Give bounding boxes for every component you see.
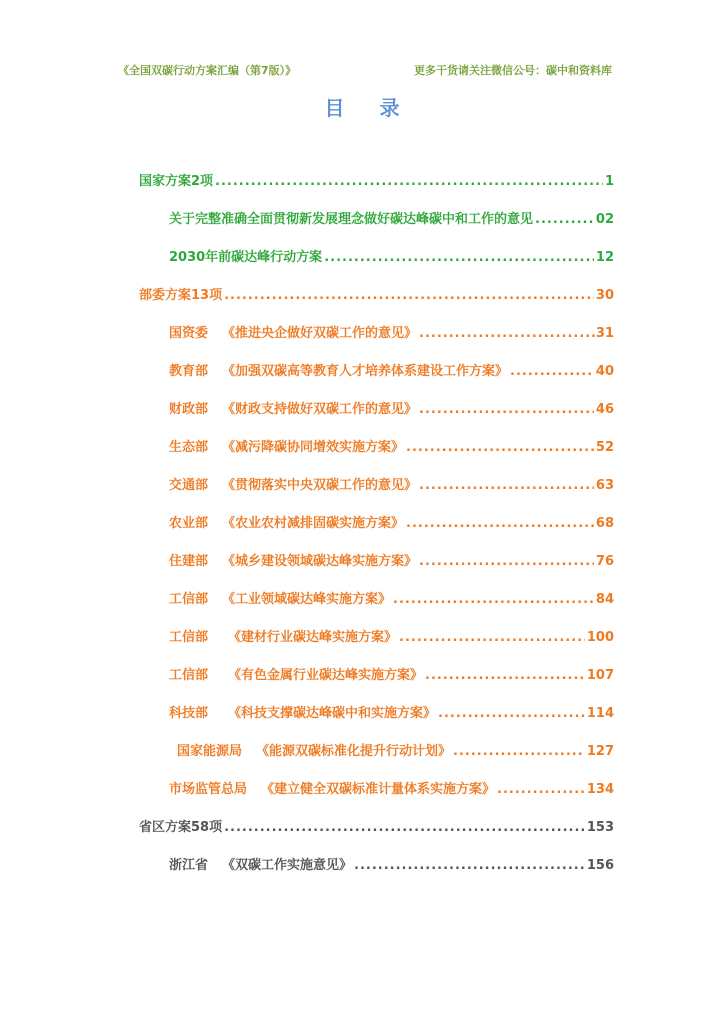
toc-leader: [453, 744, 585, 759]
toc-leader: [406, 516, 594, 531]
toc-page: 02: [595, 212, 614, 227]
toc-item[interactable]: [169, 474, 614, 493]
toc-doc: 《农业农村减排固碳实施方案》: [222, 516, 405, 531]
toc-page: 46: [595, 402, 614, 417]
toc-page: 107: [586, 668, 614, 683]
toc-leader: [419, 478, 594, 493]
toc-leader: [497, 782, 585, 797]
toc-page: 156: [586, 858, 614, 873]
toc-item[interactable]: [169, 588, 614, 607]
toc-leader: [324, 250, 594, 265]
toc-page: 127: [586, 744, 614, 759]
toc-leader: [510, 364, 594, 379]
toc-leader: [399, 630, 585, 645]
toc-item[interactable]: [177, 740, 614, 759]
toc-doc: 《工业领域碳达峰实施方案》: [222, 592, 392, 607]
toc-page: 68: [595, 516, 614, 531]
toc-dept: 市场监管总局: [169, 782, 248, 797]
toc-dept: 教育部: [169, 364, 209, 379]
toc-item[interactable]: [169, 702, 614, 721]
toc-label: 关于完整准确全面贯彻新发展理念做好碳达峰碳中和工作的意见: [169, 212, 534, 227]
toc-item[interactable]: [169, 778, 614, 797]
toc-dept: 国家能源局: [177, 744, 243, 759]
toc-page: 114: [586, 706, 614, 721]
toc-leader: [215, 174, 603, 189]
toc-dept: 工信部: [169, 630, 209, 645]
toc-doc: 《能源双碳标准化提升行动计划》: [256, 744, 452, 759]
toc-item[interactable]: [169, 322, 614, 341]
toc-page: 1: [604, 174, 614, 189]
toc-item[interactable]: [169, 550, 614, 569]
toc-leader: [406, 440, 594, 455]
toc-doc: 《加强双碳高等教育人才培养体系建设工作方案》: [222, 364, 509, 379]
toc-leader: [419, 326, 589, 341]
toc-item[interactable]: [169, 512, 614, 531]
toc-doc: 《科技支撑碳达峰碳中和实施方案》: [228, 706, 437, 721]
toc-page: 100: [586, 630, 614, 645]
toc-page: 12: [595, 250, 614, 265]
toc-leader: [224, 288, 594, 303]
toc-doc: 《财政支持做好双碳工作的意见》: [222, 402, 418, 417]
header-left: 《全国双碳行动方案汇编（第7版）》: [118, 64, 297, 77]
toc-leader: [419, 402, 594, 417]
toc-item[interactable]: [169, 360, 614, 379]
toc-doc: 《推进央企做好双碳工作的意见》: [222, 326, 418, 341]
toc-page: 84: [595, 592, 614, 607]
toc-page: 63: [595, 478, 614, 493]
toc-leader: [393, 592, 594, 607]
toc-item[interactable]: [169, 664, 614, 683]
toc-dept: 生态部: [169, 440, 209, 455]
toc-doc: 《建立健全双碳标准计量体系实施方案》: [261, 782, 496, 797]
toc-page: 52: [595, 440, 614, 455]
toc-item[interactable]: [169, 398, 614, 417]
toc-page: 134: [586, 782, 614, 797]
toc-doc: 《有色金属行业碳达峰实施方案》: [228, 668, 424, 683]
toc-section-ministry[interactable]: [139, 284, 614, 303]
header-right: 更多干货请关注微信公号：碳中和资料库: [414, 64, 612, 77]
toc-dept: 农业部: [169, 516, 209, 531]
toc-leader: [535, 212, 594, 227]
toc-leader: [438, 706, 585, 721]
toc-item[interactable]: [169, 854, 614, 873]
toc-page: 30: [595, 288, 614, 303]
toc-dept: 工信部: [169, 592, 209, 607]
toc-item[interactable]: [169, 208, 614, 227]
page-title: 目 录: [324, 96, 414, 120]
toc-label: 2030年前碳达峰行动方案: [169, 250, 323, 265]
toc-dept: 科技部: [169, 706, 209, 721]
toc-section-province[interactable]: [139, 816, 614, 835]
toc-item[interactable]: [169, 246, 614, 265]
toc-leader: [419, 554, 594, 569]
toc-leader: [425, 668, 585, 683]
toc-dept: 国资委: [169, 326, 209, 341]
toc-leader: [354, 858, 585, 873]
toc-dept: 浙江省: [169, 858, 209, 873]
toc-item[interactable]: [169, 436, 614, 455]
toc-doc: 《建材行业碳达峰实施方案》: [228, 630, 398, 645]
toc-label: 国家方案2项: [139, 174, 214, 189]
toc-leader: [224, 820, 585, 835]
toc-page: 153: [586, 820, 614, 835]
toc-label: 省区方案58项: [139, 820, 223, 835]
toc-dept: 工信部: [169, 668, 209, 683]
toc-page: 76: [595, 554, 614, 569]
toc-section-national[interactable]: [139, 170, 614, 189]
toc-page: 40: [595, 364, 614, 379]
toc-dept: 财政部: [169, 402, 209, 417]
toc-dept: 住建部: [169, 554, 209, 569]
toc-item[interactable]: [169, 626, 614, 645]
toc-label: 部委方案13项: [139, 288, 223, 303]
toc-doc: 《城乡建设领域碳达峰实施方案》: [222, 554, 418, 569]
toc-doc: 《减污降碳协同增效实施方案》: [222, 440, 405, 455]
toc-doc: 《双碳工作实施意见》: [222, 858, 353, 873]
toc-page: .31: [590, 326, 614, 341]
toc-dept: 交通部: [169, 478, 209, 493]
toc-doc: 《贯彻落实中央双碳工作的意见》: [222, 478, 418, 493]
